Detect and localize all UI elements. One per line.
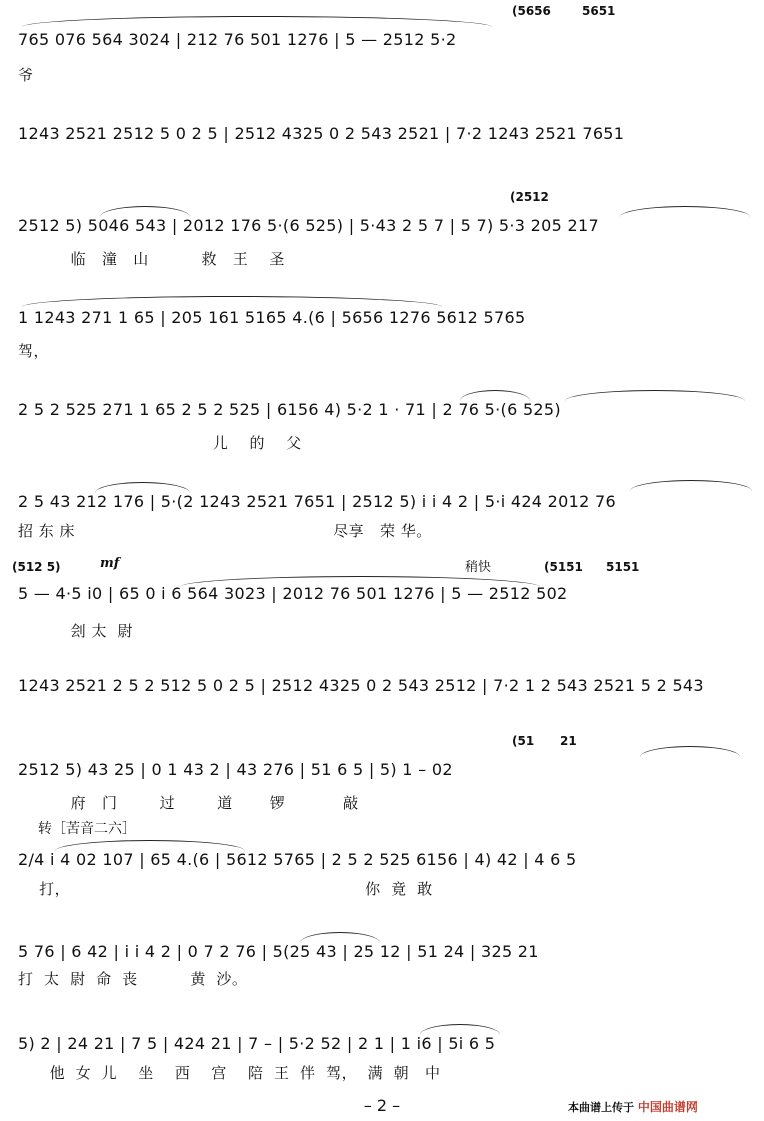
lyrics-line: 刽 太 尉 bbox=[18, 622, 133, 640]
above-annotation: (2512 bbox=[510, 190, 549, 204]
notation-line: 1243 2521 2512 5 0 2 5 | 2512 4325 0 2 543 2521 | 7·2 1243 2521 7651 bbox=[18, 124, 625, 143]
notation-line: 5 — 4·5 i0 | 65 0 i 6 564 3023 | 2012 76 501 1276 | 5 — 2512 502 bbox=[18, 584, 568, 603]
above-annotation: (51 bbox=[512, 734, 535, 748]
notation-line: 2512 5) 5046 543 | 2012 176 5·(6 525) | 5·43 2 5 7 | 5 7) 5·3 205 217 bbox=[18, 216, 599, 235]
score-system-10 bbox=[0, 818, 764, 910]
source-credit bbox=[568, 1098, 698, 1115]
above-annotation: 5151 bbox=[606, 560, 640, 574]
score-system-2 bbox=[0, 94, 764, 186]
notation-line: 2 5 43 212 176 | 5·(2 1243 2521 7651 | 2512 5) i i 4 2 | 5·i 424 2012 76 bbox=[18, 492, 616, 511]
tempo-marking: 稍快 bbox=[465, 560, 492, 575]
phrase-slur bbox=[22, 16, 492, 27]
phrase-slur bbox=[22, 296, 442, 307]
lyrics-line: 他 女 儿 坐 西 宫 陪 王 伴 驾， 满 朝 中 bbox=[18, 1064, 441, 1082]
score-system-8 bbox=[0, 646, 764, 738]
notation-line: 2512 5) 43 25 | 0 1 43 2 | 43 276 | 51 6 5 | 5) 1 – 02 bbox=[18, 760, 453, 779]
score-system-4 bbox=[0, 278, 764, 370]
score-system-11 bbox=[0, 912, 764, 1004]
lyrics-line: 招 东 床 尽享 荣 华。 bbox=[18, 522, 432, 540]
notation-line: 5 76 | 6 42 | i i 4 2 | 0 7 2 76 | 5(25 43 | 25 12 | 51 24 | 325 21 bbox=[18, 942, 539, 961]
above-annotation: 21 bbox=[560, 734, 577, 748]
lyrics-line: 打 太 尉 命 丧 黄 沙。 bbox=[18, 970, 248, 988]
notation-line: 1243 2521 2 5 2 512 5 0 2 5 | 2512 4325 0 2 543 2512 | 7·2 1 2 543 2521 5 2 543 bbox=[18, 676, 704, 695]
phrase-slur bbox=[630, 480, 752, 491]
score-system-3 bbox=[0, 186, 764, 278]
score-system-6 bbox=[0, 462, 764, 554]
lyrics-line: 临 潼 山 救 王 圣 bbox=[18, 250, 285, 268]
above-annotation: 5651 bbox=[582, 4, 616, 18]
section-transition: 转［苦音二六］ bbox=[38, 821, 136, 837]
notation-line: 2/4 i 4 02 107 | 65 4.(6 | 5612 5765 | 2 5 2 525 6156 | 4) 42 | 4 6 5 bbox=[18, 850, 577, 869]
score-system-5 bbox=[0, 370, 764, 462]
score-system-7 bbox=[0, 554, 764, 646]
notation-line: 1 1243 271 1 65 | 205 161 5165 4.(6 | 5656 1276 5612 5765 bbox=[18, 308, 526, 327]
lyrics-line: 驾， bbox=[18, 342, 50, 360]
above-annotation: (512 5) bbox=[12, 560, 61, 574]
source-credit-text: 本曲谱上传于 bbox=[568, 1101, 634, 1114]
score-system-9 bbox=[0, 730, 764, 822]
notation-line: 765 076 564 3024 | 212 76 501 1276 | 5 — 2512 5·2 bbox=[18, 30, 457, 49]
phrase-slur bbox=[640, 746, 740, 757]
score-system-1 bbox=[0, 0, 764, 92]
notation-line: 5) 2 | 24 21 | 7 5 | 424 21 | 7 – | 5·2 52 | 2 1 | 1 i6 | 5i 6 5 bbox=[18, 1034, 496, 1053]
site-brand: 中国曲谱网 bbox=[637, 1100, 698, 1114]
score-system-12 bbox=[0, 1004, 764, 1096]
page-number: – 2 – bbox=[363, 1096, 401, 1115]
notation-line: 2 5 2 525 271 1 65 2 5 2 525 | 6156 4) 5·2 1 · 71 | 2 76 5·(6 525) bbox=[18, 400, 561, 419]
above-annotation: (5656 bbox=[512, 4, 551, 18]
above-annotation: (5151 bbox=[544, 560, 583, 574]
lyrics-line: 府 门 过 道 锣 敲 bbox=[18, 794, 359, 812]
lyrics-line: 打， 你 竟 敢 bbox=[18, 880, 433, 898]
lyrics-line: 儿 的 父 bbox=[18, 434, 302, 452]
dynamic-marking: mf bbox=[100, 556, 120, 571]
lyrics-line: 爷 bbox=[18, 66, 34, 84]
